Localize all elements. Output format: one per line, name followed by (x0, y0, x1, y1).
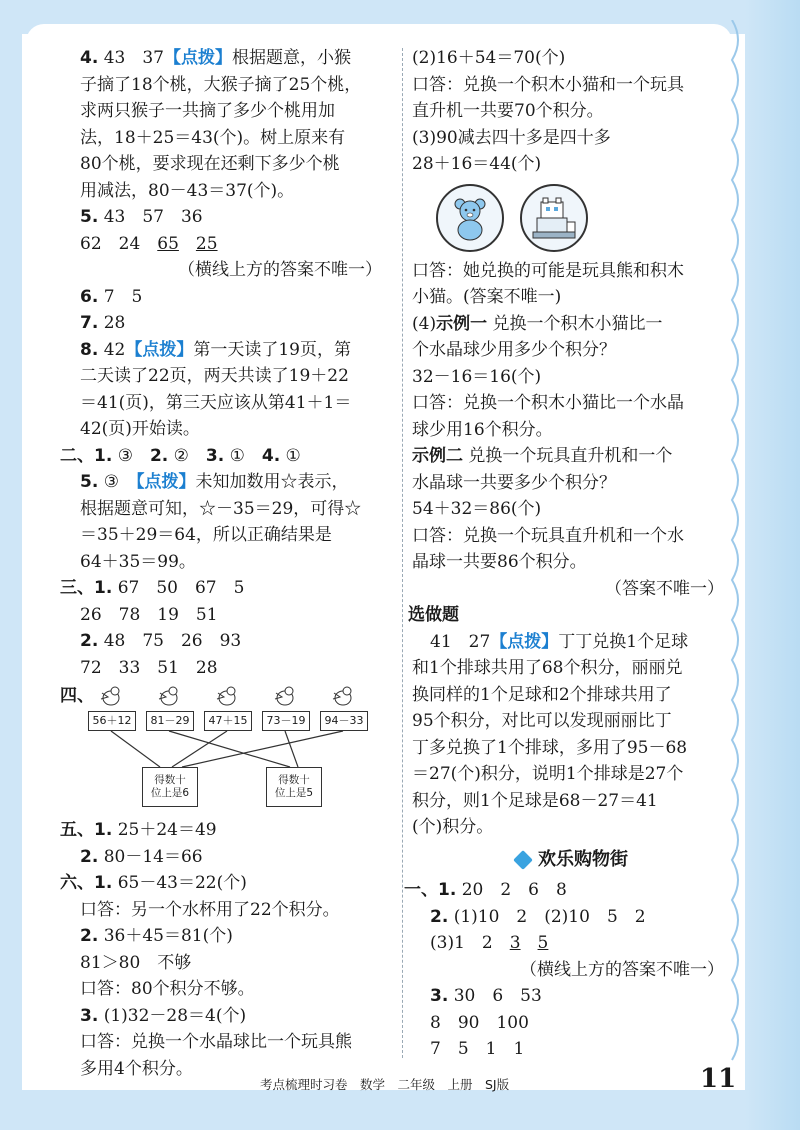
text: 兑换一个玩具直升机和一个 (463, 446, 673, 466)
underlined-answer: 5 (537, 933, 549, 953)
frame-bottom (0, 1090, 800, 1130)
section-number: 四、 (60, 686, 94, 706)
answer: 42 (98, 339, 126, 360)
text-line: 根据题意可知，☆－35＝29，可得☆ (80, 498, 362, 519)
q-number: 5. (80, 207, 99, 227)
q-number: 7. (80, 313, 99, 333)
answer: 48 75 26 93 (98, 631, 242, 651)
text-line: 口答：兑换一个积木小猫和一个玩具 (412, 74, 684, 95)
answer: (1)32－28＝4(个) (98, 1005, 247, 1026)
text-line: 95个积分，对比可以发现丽丽比丁 (412, 711, 672, 731)
text-line: 口答：兑换一个玩具直升机和一个水 (412, 525, 684, 546)
underlined-answer: 3 (509, 933, 521, 953)
spacer (521, 933, 538, 953)
bird-icon (98, 683, 124, 707)
answer: ③ (112, 445, 150, 466)
answer: 43 37 (98, 48, 164, 68)
text-line: 水晶球一共要多少个积分？ (412, 472, 616, 493)
note: （横线上方的答案不唯一） (178, 260, 382, 280)
answer: 41 27 (430, 631, 491, 652)
q-number: 8. (80, 339, 99, 360)
text-line: 口答：另一个水杯用了22个积分。 (80, 899, 340, 920)
text-line: 换同样的1个足球和2个排球共用了 (412, 684, 672, 705)
answer-line: 26 78 19 51 (80, 604, 218, 625)
answer-line: 7 5 1 1 (430, 1039, 525, 1059)
text-line: ＝35＋29＝64，所以正确结果是 (80, 525, 332, 545)
text: 根据题意，小猴 (231, 48, 351, 68)
bin-label: 得数十 (154, 774, 186, 786)
section-number: 二、 (60, 445, 94, 466)
answer: 36＋45＝81(个) (98, 926, 233, 946)
q-number: 2. (80, 926, 99, 946)
bin-label: 位上是5 (274, 787, 314, 799)
text: 兑换一个积木小猫比一 (487, 313, 663, 334)
answer: (3)1 2 (430, 933, 510, 953)
section-title: 选做题 (408, 605, 459, 625)
answer: ① (224, 445, 262, 466)
q-number: 1. (94, 578, 113, 598)
page-number: 11 (700, 1064, 737, 1094)
q-number: 6. (80, 286, 99, 307)
expression-card: 47＋15 (204, 711, 252, 731)
answer-line: (2)16＋54＝70(个) (412, 48, 566, 68)
toy-icons (436, 184, 732, 252)
sub-number: (4) (412, 313, 437, 334)
answer-line: 72 33 51 28 (80, 657, 218, 678)
text-line: 64＋35＝99。 (80, 551, 196, 572)
answer: 80－14＝66 (98, 846, 203, 867)
text-line: 42(页)开始读。 (80, 419, 200, 439)
teddy-bear-icon (436, 184, 504, 252)
tip-label: 【点拨】 (125, 339, 194, 360)
text-line: 口答：80个积分不够。 (80, 979, 255, 999)
example-label: 示例二 (412, 446, 463, 466)
spacer (179, 234, 196, 254)
note: （横线上方的答案不唯一） (520, 959, 724, 980)
text-line: (个)积分。 (412, 817, 494, 837)
q-number: 2. (149, 445, 169, 466)
text-line: 口答：兑换一个积木小猫比一个水晶 (412, 393, 684, 413)
text: 未知加数用☆表示， (195, 472, 349, 492)
text-line: 小猫。(答案不唯一) (412, 287, 562, 307)
q-number: 4. (261, 445, 281, 466)
text-line: 求两只猴子一共摘了多少个桃用加 (80, 101, 335, 121)
section-number: 六、 (60, 873, 94, 893)
answer: 67 50 67 5 (112, 578, 245, 598)
underlined-answer: 25 (195, 233, 218, 254)
text-line: 子摘了18个桃，大猴子摘了25个桃， (80, 74, 362, 95)
answer-line: 32－16＝16(个) (412, 366, 542, 387)
answer: 65－43＝22(个) (112, 873, 247, 893)
answer: ③ (98, 472, 136, 492)
text-line: 口答：她兑换的可能是玩具熊和积木 (412, 260, 684, 281)
answer: (1)10 2 (2)10 5 2 (448, 906, 646, 927)
answer: ② (168, 445, 206, 466)
answer-line: 8 90 100 (430, 1012, 529, 1033)
text-line: 直升机一共要70个积分。 (412, 101, 604, 121)
section-number: 一、 (404, 880, 438, 900)
bird-icon (272, 683, 298, 707)
frame-left (0, 0, 22, 1130)
text-line: ＝27(个)积分，说明1个排球是27个 (412, 764, 684, 784)
expression-card: 56＋12 (88, 711, 136, 731)
q-number: 2. (430, 906, 449, 927)
text-line: 丁多兑换了1个排球，多用了95－68 (412, 737, 688, 758)
section-number: 五、 (60, 820, 94, 840)
diamond-icon (513, 850, 533, 870)
bird-icon (156, 683, 182, 707)
text-line: 口答：兑换一个水晶球比一个玩具熊 (80, 1032, 352, 1052)
bin-tens-6 (142, 767, 198, 807)
text-line: ＝41(页)，第三天应该从第41＋1＝ (80, 392, 352, 413)
answer: 20 2 6 8 (456, 880, 567, 900)
text: 丁丁兑换1个足球 (558, 631, 689, 652)
text: 第一天读了19页，第 (193, 339, 351, 360)
left-column (60, 45, 390, 1082)
q-number: 2. (80, 846, 99, 867)
example-label: 示例一 (436, 313, 488, 334)
q-number: 1. (438, 880, 457, 900)
text-line: 和1个排球共用了68个积分，丽丽兑 (412, 658, 683, 678)
expression-card: 73－19 (262, 711, 310, 731)
expression-card: 94－33 (320, 711, 368, 731)
text-line: 法，18＋25＝43(个)。树上原来有 (80, 127, 346, 148)
answer: 25＋24＝49 (112, 820, 217, 840)
bin-label: 位上是6 (150, 787, 190, 799)
bird-icon (330, 683, 356, 707)
tip-label: 【点拨】 (163, 48, 232, 68)
text-line: 个水晶球少用多少个积分？ (412, 340, 616, 360)
answer-line: 54＋32＝86(个) (412, 499, 542, 519)
q-number: 1. (94, 445, 113, 466)
section-heading (412, 847, 732, 874)
wave-border-icon (730, 20, 760, 1080)
q-number: 5. (80, 472, 99, 492)
text-line: 二天读了22页，两天共读了19＋22 (80, 366, 349, 386)
text-line: 球少用16个积分。 (412, 419, 553, 440)
section-number: 三、 (60, 578, 94, 598)
expression-card: 81－29 (146, 711, 194, 731)
text-line: 积分，则1个足球是68－27＝41 (412, 790, 658, 811)
text-line: 80个桃，要求现在还剩下多少个桃 (80, 154, 340, 174)
q-number: 3. (80, 1005, 99, 1026)
text-line: 用减法，80－43＝37(个)。 (80, 180, 295, 201)
note: （答案不唯一） (605, 578, 724, 599)
tip-label: 【点拨】 (135, 472, 196, 492)
block-cat-icon (520, 184, 588, 252)
text-line: 81＞80 不够 (80, 952, 192, 973)
text-line: 多用4个积分。 (80, 1058, 193, 1079)
right-column (404, 45, 732, 1063)
answer: 62 24 (80, 233, 158, 254)
q-number: 2. (80, 631, 99, 651)
underlined-answer: 65 (157, 233, 179, 254)
q-number: 3. (205, 445, 225, 466)
q-number: 1. (94, 873, 113, 893)
q-number: 1. (94, 820, 113, 840)
text-line: (3)90减去四十多是四十多 (412, 127, 611, 148)
footer-text: 考点梳理时习卷 数学 二年级 上册 SJ版 (260, 1077, 510, 1092)
answer: 30 6 53 (448, 986, 542, 1006)
bin-tens-5 (266, 767, 322, 807)
answer-line: 28＋16＝44(个) (412, 154, 542, 174)
answer: 28 (98, 313, 126, 333)
answer: 7 5 (98, 286, 143, 307)
section-title: 欢乐购物街 (538, 848, 628, 870)
q-number: 3. (430, 986, 449, 1006)
bird-icon (214, 683, 240, 707)
q-number: 4. (80, 48, 99, 68)
column-divider (402, 48, 403, 1058)
bin-label: 得数十 (278, 774, 310, 786)
answer: ① (280, 445, 301, 466)
answer: 43 57 36 (98, 207, 203, 227)
sorting-diagram (60, 683, 364, 813)
text-line: 晶球一共要86个积分。 (412, 552, 587, 572)
tip-label: 【点拨】 (490, 631, 559, 652)
